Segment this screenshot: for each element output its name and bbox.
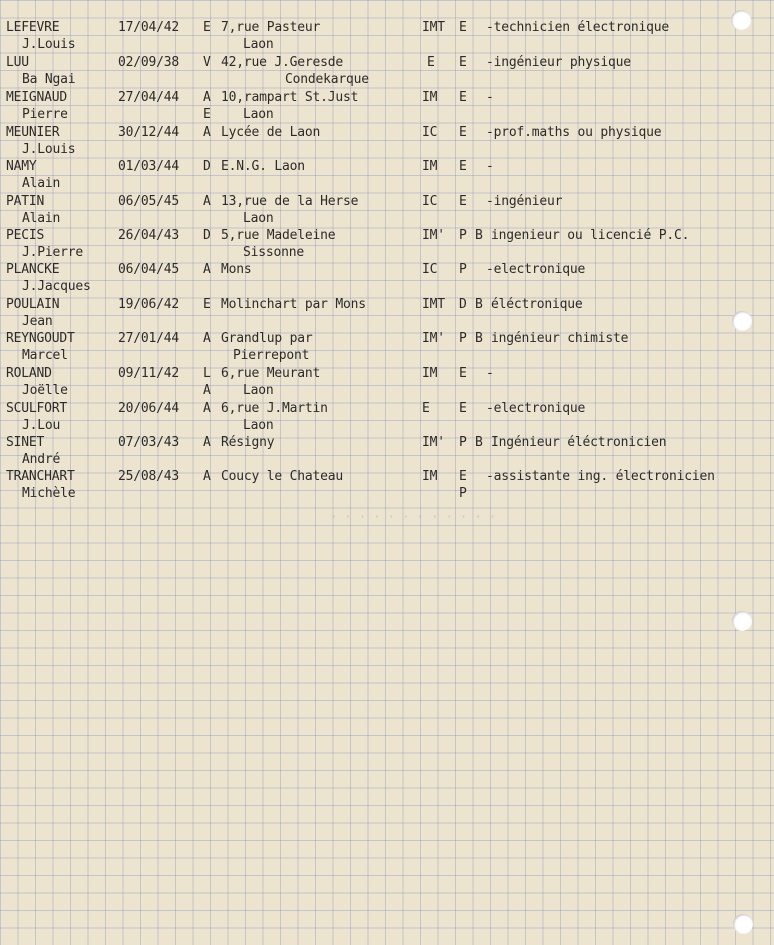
binder-hole — [732, 311, 752, 331]
surname: REYNGOUDT — [6, 331, 75, 346]
language: P — [459, 228, 467, 243]
status-code: E — [203, 297, 211, 312]
first-name: Michèle — [22, 486, 76, 501]
table-row — [0, 261, 774, 295]
surname: PECIS — [6, 228, 45, 243]
status-code: D — [203, 159, 211, 174]
career: -electronique — [486, 401, 586, 416]
address: Molinchart par Mons — [221, 297, 366, 312]
first-name: Alain — [22, 211, 61, 226]
language: E — [459, 469, 467, 484]
language: E — [459, 194, 467, 209]
language: E — [459, 55, 467, 70]
career: -ingénieur — [486, 194, 563, 209]
address: E.N.G. Laon — [221, 159, 305, 174]
status-code: A — [203, 331, 211, 346]
table-row — [0, 365, 774, 399]
career: - — [486, 90, 494, 105]
surname: NAMY — [6, 159, 37, 174]
language: E — [459, 90, 467, 105]
birth-date: 19/06/42 — [118, 297, 180, 312]
surname: SINET — [6, 435, 45, 450]
status-code: A — [203, 90, 211, 105]
first-name: Joëlle — [22, 383, 68, 398]
surname: MEUNIER — [6, 125, 60, 140]
section: IMT — [422, 297, 445, 312]
section: IC — [422, 262, 438, 277]
career: ingénieur chimiste — [491, 331, 629, 346]
section: E — [422, 401, 430, 416]
option: E — [427, 55, 435, 70]
section: IM — [422, 366, 438, 381]
section: IM' — [422, 331, 445, 346]
section: IM — [422, 469, 438, 484]
status-code: E — [203, 20, 211, 35]
section: IM — [422, 90, 438, 105]
birth-date: 09/11/42 — [118, 366, 180, 381]
table-row — [0, 158, 774, 192]
surname: SCULFORT — [6, 401, 68, 416]
birth-date: 27/01/44 — [118, 331, 180, 346]
option: B — [475, 331, 483, 346]
surname: LUU — [6, 55, 29, 70]
status-code: A — [203, 262, 211, 277]
city: Laon — [243, 211, 274, 226]
birth-date: 25/08/43 — [118, 469, 180, 484]
language: D — [459, 297, 467, 312]
surname: TRANCHART — [6, 469, 75, 484]
career: -assistante ing. électronicien — [486, 469, 715, 484]
table-row — [0, 227, 774, 261]
career: - — [486, 366, 494, 381]
birth-date: 30/12/44 — [118, 125, 180, 140]
first-name: J.Lou — [22, 418, 61, 433]
language: P — [459, 435, 467, 450]
surname: POULAIN — [6, 297, 60, 312]
status-code: A — [203, 469, 211, 484]
status-code: A — [203, 435, 211, 450]
section: IM' — [422, 228, 445, 243]
binder-hole — [733, 914, 753, 934]
option: B — [475, 297, 483, 312]
career: -electronique — [486, 262, 586, 277]
address: 6,rue J.Martin — [221, 401, 328, 416]
language: E — [459, 159, 467, 174]
status-code: A — [203, 194, 211, 209]
birth-date: 07/03/43 — [118, 435, 180, 450]
language: P — [459, 331, 467, 346]
surname: PLANCKE — [6, 262, 60, 277]
city: Laon — [243, 107, 274, 122]
first-name: Jean — [22, 314, 53, 329]
status-code: L — [203, 366, 211, 381]
option: B — [475, 228, 483, 243]
section: IMT — [422, 20, 445, 35]
career: -technicien électronique — [486, 20, 670, 35]
status-code: A — [203, 401, 211, 416]
address: 13,rue de la Herse — [221, 194, 359, 209]
status-code: V — [203, 55, 211, 70]
career: -prof.maths ou physique — [486, 125, 662, 140]
language: P — [459, 262, 467, 277]
birth-date: 27/04/44 — [118, 90, 180, 105]
table-row — [0, 468, 774, 502]
first-name: Pierre — [22, 107, 68, 122]
first-name: J.Pierre — [22, 245, 84, 260]
first-name: Marcel — [22, 348, 68, 363]
section: IM' — [422, 435, 445, 450]
table-row — [0, 296, 774, 330]
first-name: Ba Ngai — [22, 72, 76, 87]
status-code: A — [203, 125, 211, 140]
language: E — [459, 401, 467, 416]
surname: PATIN — [6, 194, 45, 209]
status-code-2: A — [203, 383, 211, 398]
city: Laon — [243, 383, 274, 398]
career: Ingénieur éléctronicien — [491, 435, 667, 450]
address: 6,rue Meurant — [221, 366, 321, 381]
status-code-2: E — [203, 107, 211, 122]
address: Coucy le Chateau — [221, 469, 344, 484]
language-2: P — [459, 486, 467, 501]
binder-hole — [731, 10, 751, 30]
table-row — [0, 400, 774, 434]
surname: ROLAND — [6, 366, 52, 381]
surname: MEIGNAUD — [6, 90, 68, 105]
address: 10,rampart St.Just — [221, 90, 359, 105]
option: B — [475, 435, 483, 450]
birth-date: 17/04/42 — [118, 20, 180, 35]
address: Mons — [221, 262, 252, 277]
address: 5,rue Madeleine — [221, 228, 336, 243]
section: IM — [422, 159, 438, 174]
table-row — [0, 19, 774, 53]
city: Condekarque — [285, 72, 369, 87]
city: Laon — [243, 418, 274, 433]
first-name: J.Louis — [22, 142, 76, 157]
birth-date: 20/06/44 — [118, 401, 180, 416]
table-row — [0, 124, 774, 158]
first-name: J.Jacques — [22, 279, 91, 294]
city: Sissonne — [243, 245, 305, 260]
surname: LEFEVRE — [6, 20, 60, 35]
birth-date: 26/04/43 — [118, 228, 180, 243]
address: Grandlup par — [221, 331, 313, 346]
section: IC — [422, 194, 438, 209]
city: Pierrepont — [233, 348, 310, 363]
table-row — [0, 193, 774, 227]
language: E — [459, 366, 467, 381]
first-name: J.Louis — [22, 37, 76, 52]
language: E — [459, 20, 467, 35]
address: Résigny — [221, 435, 275, 450]
birth-date: 06/05/45 — [118, 194, 180, 209]
career: -ingénieur physique — [486, 55, 631, 70]
city: Laon — [243, 37, 274, 52]
address: 7,rue Pasteur — [221, 20, 321, 35]
address: 42,rue J.Geresde — [221, 55, 344, 70]
bleed-through-text: · · · · · · · · · · · · — [330, 510, 497, 524]
birth-date: 01/03/44 — [118, 159, 180, 174]
binder-hole — [732, 611, 752, 631]
career: ingenieur ou licencié P.C. — [491, 228, 690, 243]
table-row — [0, 89, 774, 123]
status-code: D — [203, 228, 211, 243]
table-row — [0, 54, 774, 88]
table-row — [0, 330, 774, 364]
birth-date: 02/09/38 — [118, 55, 180, 70]
language: E — [459, 125, 467, 140]
address: Lycée de Laon — [221, 125, 321, 140]
first-name: Alain — [22, 176, 61, 191]
section: IC — [422, 125, 438, 140]
career: - — [486, 159, 494, 174]
birth-date: 06/04/45 — [118, 262, 180, 277]
first-name: André — [22, 452, 61, 467]
career: éléctronique — [491, 297, 583, 312]
table-row — [0, 434, 774, 468]
